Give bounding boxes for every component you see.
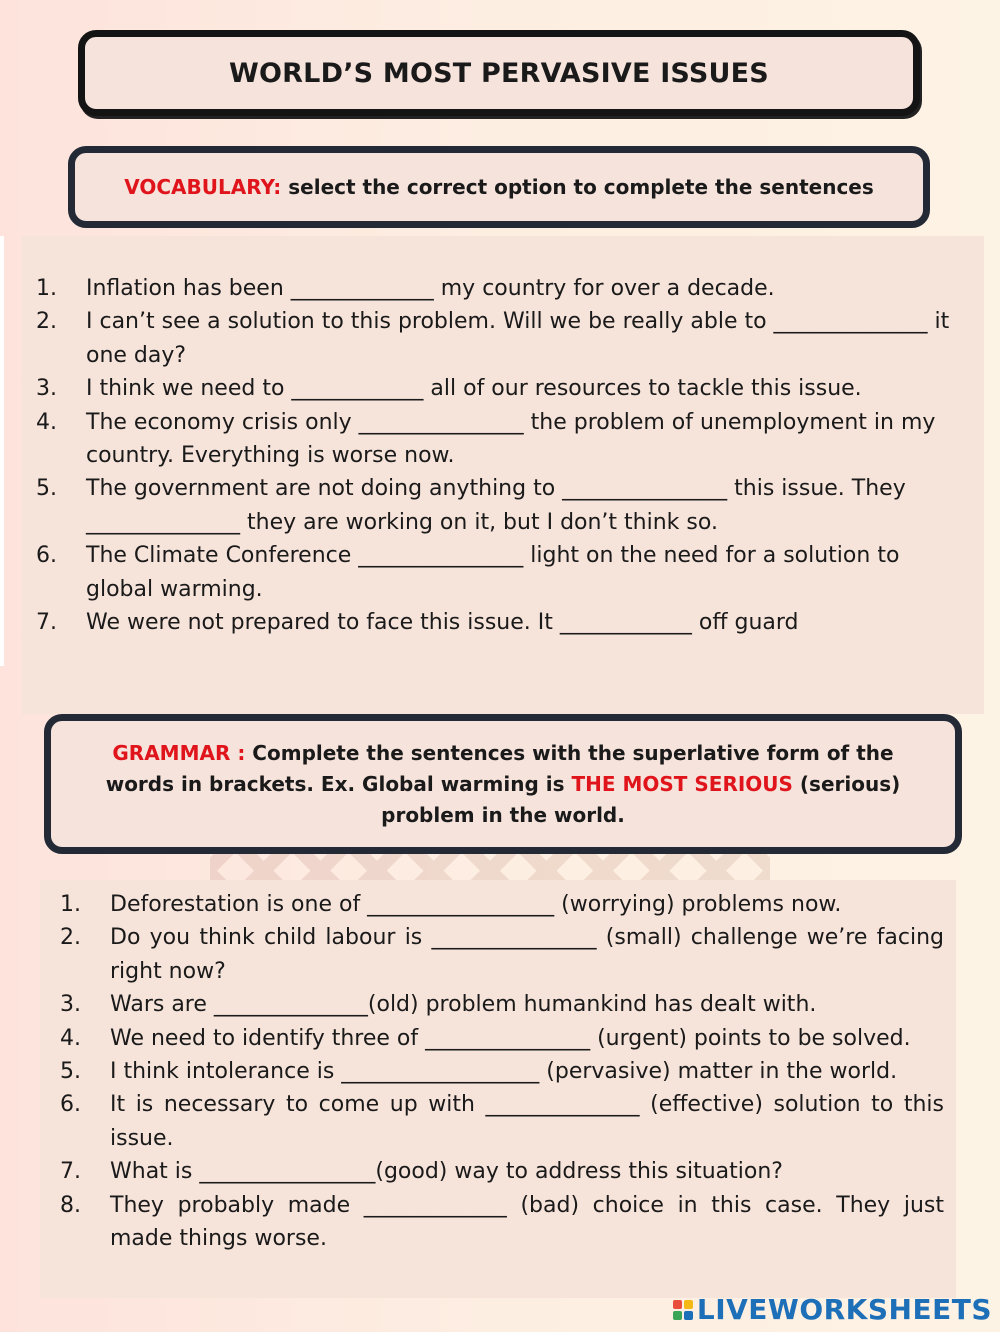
brand-name: LIVEWORKSHEETS <box>696 1293 992 1326</box>
liveworksheets-logo-icon <box>673 1300 693 1320</box>
item-sentence[interactable]: I can’t see a solution to this problem. Will we be really able to ______________ it one day? <box>86 309 950 368</box>
vocabulary-item <box>36 272 970 305</box>
item-sentence[interactable]: The economy crisis only _______________ the problem of unemployment in my country. Everything is worse now. <box>86 409 936 469</box>
liveworksheets-brand[interactable] <box>673 1293 992 1326</box>
item-number: 3. <box>36 376 57 402</box>
item-number: 7. <box>60 1159 81 1185</box>
vocabulary-item <box>36 372 970 405</box>
item-sentence[interactable]: I think intolerance is __________________ (pervasive) matter in the world. <box>110 1059 898 1085</box>
vocabulary-item <box>36 406 970 473</box>
item-number: 3. <box>60 992 81 1018</box>
vocabulary-panel <box>22 236 984 714</box>
item-sentence[interactable]: Do you think child labour is _______________ (small) challenge we’re facing right now? <box>110 925 944 984</box>
grammar-item <box>60 1055 944 1088</box>
grammar-label: GRAMMAR : <box>112 740 246 765</box>
item-sentence[interactable]: The Climate Conference _______________ light on the need for a solution to global warming. <box>86 543 900 602</box>
vocabulary-label: VOCABULARY: <box>124 174 282 199</box>
item-number: 4. <box>36 409 57 435</box>
item-number: 1. <box>60 892 81 917</box>
grammar-instruction-text-b: (serious) problem in the world. <box>381 771 901 827</box>
item-number: 4. <box>60 1025 81 1051</box>
vocabulary-item <box>36 305 970 372</box>
title-banner <box>78 30 920 116</box>
item-sentence[interactable]: We were not prepared to face this issue. It ____________ off guard <box>86 610 799 636</box>
vocabulary-instruction <box>124 172 874 203</box>
item-sentence[interactable]: I think we need to ____________ all of our resources to tackle this issue. <box>86 376 862 402</box>
grammar-item <box>60 1189 944 1256</box>
item-number: 5. <box>36 476 57 502</box>
grammar-item <box>60 988 944 1021</box>
item-number: 7. <box>36 610 57 636</box>
page-title: WORLD’S MOST PERVASIVE ISSUES <box>229 57 769 89</box>
vocabulary-list <box>36 272 970 639</box>
item-number: 6. <box>36 543 57 569</box>
item-sentence[interactable]: They probably made _____________ (bad) choice in this case. They just made things worse. <box>110 1192 944 1252</box>
item-number: 6. <box>60 1092 81 1118</box>
grammar-item <box>60 1022 944 1055</box>
vocabulary-instruction-box <box>68 146 930 228</box>
grammar-list <box>60 888 944 1255</box>
item-sentence[interactable]: Deforestation is one of _________________ (worrying) problems now. <box>110 892 842 917</box>
grammar-item <box>60 1088 944 1155</box>
grammar-instruction-box <box>44 714 962 854</box>
item-number: 5. <box>60 1059 81 1085</box>
page-edge <box>0 236 4 666</box>
item-number: 2. <box>36 309 57 335</box>
grammar-panel <box>40 880 956 1298</box>
item-sentence[interactable]: The government are not doing anything to _______________ this issue. They ______________ they are working on it, but I don’t think so. <box>86 476 906 535</box>
vocabulary-item <box>36 606 970 639</box>
grammar-instruction <box>79 738 927 831</box>
item-number: 1. <box>36 276 57 301</box>
grammar-instruction-text-a: Complete the sentences with the superlative form of the words in brackets. Ex. Global warming is <box>105 740 894 796</box>
vocabulary-item <box>36 472 970 539</box>
item-sentence[interactable]: It is necessary to come up with ______________ (effective) solution to this issue. <box>110 1092 944 1151</box>
grammar-item <box>60 921 944 988</box>
vocabulary-item <box>36 539 970 606</box>
grammar-example: THE MOST SERIOUS <box>571 771 793 796</box>
item-number: 8. <box>60 1192 81 1218</box>
item-sentence[interactable]: We need to identify three of _______________ (urgent) points to be solved. <box>110 1025 911 1051</box>
item-sentence[interactable]: What is ________________(good) way to address this situation? <box>110 1159 783 1185</box>
item-sentence[interactable]: Inflation has been _____________ my country for over a decade. <box>86 276 775 301</box>
vocabulary-instruction-text: select the correct option to complete the sentences <box>281 174 874 199</box>
item-sentence[interactable]: Wars are ______________(old) problem humankind has dealt with. <box>110 992 817 1018</box>
grammar-item <box>60 888 944 921</box>
item-number: 2. <box>60 925 81 951</box>
grammar-item <box>60 1155 944 1188</box>
